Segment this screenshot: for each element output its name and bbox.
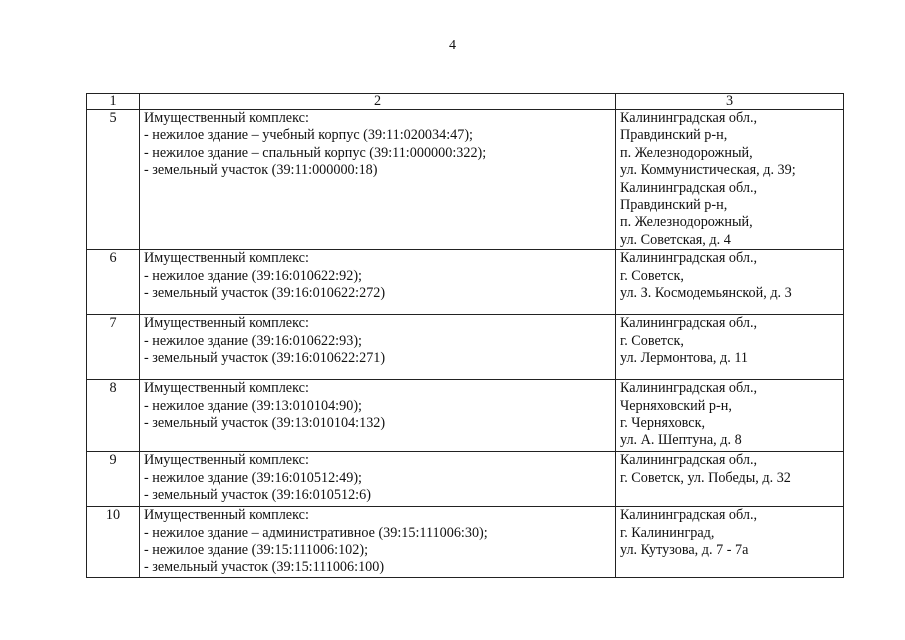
address-line: п. Железнодорожный,	[620, 214, 753, 231]
table-row	[87, 452, 844, 507]
address-line: Черняховский р-н,	[620, 397, 732, 414]
table-row	[87, 315, 844, 380]
address-line: Правдинский р-н,	[620, 197, 728, 214]
address-line: г. Советск, ул. Победы, д. 32	[620, 469, 791, 486]
page-number: 4	[449, 38, 456, 53]
row-number: 5	[109, 110, 117, 126]
address-line: г. Калининград,	[620, 524, 715, 541]
description-line: Имущественный комплекс:	[144, 507, 309, 524]
address-line: ул. Лермонтова, д. 11	[620, 350, 748, 367]
address-line: Калининградская обл.,	[620, 507, 758, 524]
address-line: г. Советск,	[620, 332, 684, 349]
table-row	[87, 110, 844, 250]
property-table	[86, 93, 844, 578]
description-line: - земельный участок (39:11:000000:18)	[144, 162, 378, 179]
address-line: ул. Советская, д. 4	[620, 231, 731, 248]
description-line: - нежилое здание (39:16:010512:49);	[144, 469, 362, 486]
description-cell	[140, 110, 616, 250]
description-line: - нежилое здание (39:13:010104:90);	[144, 397, 362, 414]
address-line: г. Советск,	[620, 267, 684, 284]
address-line: ул. Коммунистическая, д. 39;	[620, 162, 796, 179]
row-number-cell	[87, 315, 140, 380]
header-cell-3: 3	[616, 94, 844, 110]
row-number: 8	[109, 380, 117, 397]
description-line: Имущественный комплекс:	[144, 315, 309, 332]
row-number-cell	[87, 507, 140, 578]
address-cell	[616, 315, 844, 380]
description-line: Имущественный комплекс:	[144, 452, 309, 469]
address-line: Калининградская обл.,	[620, 315, 758, 332]
row-number-cell	[87, 250, 140, 315]
row-number-cell	[87, 380, 140, 452]
description-line: - нежилое здание – спальный корпус (39:11:000000:322);	[144, 144, 487, 161]
description-line: - земельный участок (39:16:010512:6)	[144, 487, 371, 504]
address-line: ул. З. Космодемьянской, д. 3	[620, 285, 792, 302]
description-cell	[140, 507, 616, 578]
address-line: Калининградская обл.,	[620, 452, 758, 469]
address-cell	[616, 507, 844, 578]
table-row	[87, 380, 844, 452]
description-cell	[140, 250, 616, 315]
address-cell	[616, 380, 844, 452]
description-cell	[140, 452, 616, 507]
address-line: ул. Кутузова, д. 7 - 7а	[620, 542, 749, 559]
header-cell-1: 1	[87, 94, 140, 110]
description-line: - нежилое здание (39:16:010622:93);	[144, 332, 362, 349]
description-line: Имущественный комплекс:	[144, 110, 309, 126]
address-line: Калининградская обл.,	[620, 179, 758, 196]
description-line: - нежилое здание – административное (39:15:111006:30);	[144, 524, 488, 541]
address-cell	[616, 110, 844, 250]
description-cell	[140, 315, 616, 380]
description-line: - земельный участок (39:15:111006:100)	[144, 559, 385, 576]
description-line: - нежилое здание – учебный корпус (39:11:020034:47);	[144, 127, 473, 144]
row-number-cell	[87, 452, 140, 507]
address-line: Калининградская обл.,	[620, 250, 758, 267]
address-line: Правдинский р-н,	[620, 127, 728, 144]
description-line: - земельный участок (39:13:010104:132)	[144, 415, 386, 432]
table-header-row	[87, 94, 844, 110]
description-line: - нежилое здание (39:15:111006:102);	[144, 542, 369, 559]
table-row	[87, 507, 844, 578]
description-line: - нежилое здание (39:16:010622:92);	[144, 267, 362, 284]
address-line: ул. А. Шептуна, д. 8	[620, 432, 742, 449]
address-line: г. Черняховск,	[620, 415, 706, 432]
row-number: 6	[109, 250, 117, 267]
description-line: Имущественный комплекс:	[144, 250, 309, 267]
table-row	[87, 250, 844, 315]
description-cell	[140, 380, 616, 452]
address-cell	[616, 250, 844, 315]
row-number: 7	[109, 315, 117, 332]
row-number-cell	[87, 110, 140, 250]
address-line: п. Железнодорожный,	[620, 144, 753, 161]
header-cell-2: 2	[140, 94, 616, 110]
description-line: - земельный участок (39:16:010622:272)	[144, 285, 386, 302]
description-line: - земельный участок (39:16:010622:271)	[144, 350, 386, 367]
row-number: 10	[105, 507, 121, 524]
address-line: Калининградская обл.,	[620, 110, 758, 126]
address-cell	[616, 452, 844, 507]
address-line: Калининградская обл.,	[620, 380, 758, 397]
description-line: Имущественный комплекс:	[144, 380, 309, 397]
row-number: 9	[109, 452, 117, 469]
